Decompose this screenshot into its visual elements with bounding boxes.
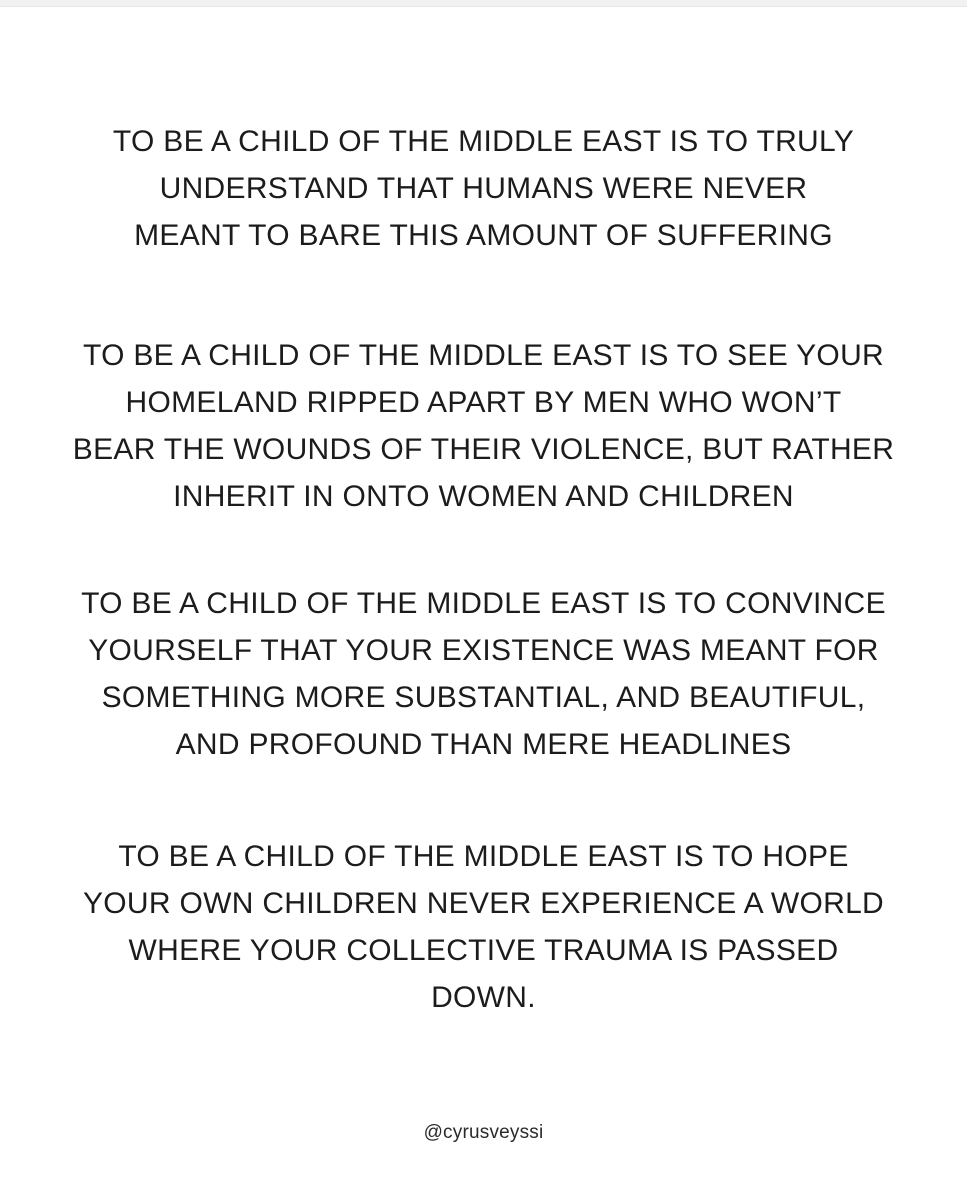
paragraph-line: UNDERSTAND THAT HUMANS WERE NEVER [159, 172, 808, 205]
top-divider [0, 0, 967, 7]
paragraph-line: YOUR OWN CHILDREN NEVER EXPERIENCE A WORLD [82, 887, 885, 920]
paragraph-2 [0, 332, 967, 520]
paragraph-line: TO BE A CHILD OF THE MIDDLE EAST IS TO HOPE [118, 840, 849, 873]
paragraph-3 [0, 580, 967, 768]
paragraph-line: DOWN. [431, 981, 536, 1014]
paragraph-line: YOURSELF THAT YOUR EXISTENCE WAS MEANT FOR [88, 634, 879, 667]
author-handle: @cyrusveyssi [423, 1122, 544, 1143]
paragraph-line: AND PROFOUND THAN MERE HEADLINES [175, 728, 792, 761]
paragraph-line: INHERIT IN ONTO WOMEN AND CHILDREN [173, 480, 794, 513]
paragraph-1 [0, 118, 967, 259]
paragraph-line: MEANT TO BARE THIS AMOUNT OF SUFFERING [134, 219, 833, 252]
paragraph-line: TO BE A CHILD OF THE MIDDLE EAST IS TO SEE YOUR [83, 339, 884, 372]
paragraph-line: TO BE A CHILD OF THE MIDDLE EAST IS TO CONVINCE [81, 587, 886, 620]
paragraph-line: WHERE YOUR COLLECTIVE TRAUMA IS PASSED [128, 934, 839, 967]
paragraph-line: BEAR THE WOUNDS OF THEIR VIOLENCE, BUT RATHER [72, 433, 895, 466]
paragraph-4 [0, 833, 967, 1021]
paragraph-line: SOMETHING MORE SUBSTANTIAL, AND BEAUTIFUL, [101, 681, 866, 714]
paragraph-line: TO BE A CHILD OF THE MIDDLE EAST IS TO TRULY [112, 125, 855, 158]
paragraph-line: HOMELAND RIPPED APART BY MEN WHO WON’T [125, 386, 842, 419]
